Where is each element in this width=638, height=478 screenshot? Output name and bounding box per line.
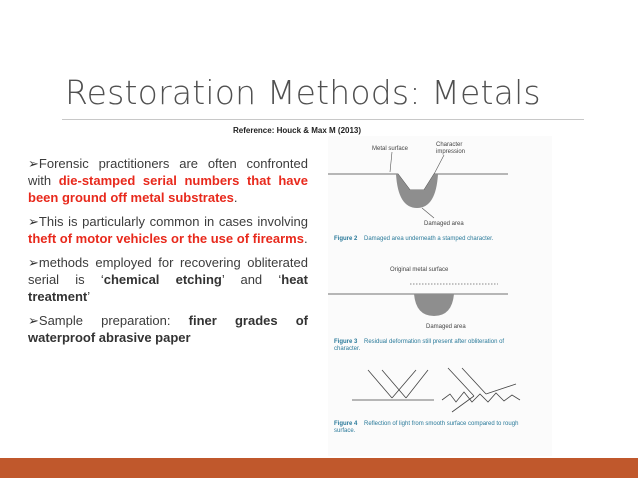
leader-line — [422, 208, 434, 218]
figure-illustrations — [328, 136, 552, 456]
stamped-surface-line — [328, 174, 508, 190]
light-ray — [452, 396, 474, 412]
light-ray — [392, 370, 416, 398]
figure-caption-number: Figure 2 — [334, 236, 358, 242]
bold-text: finer grades of waterproof abrasive paper — [28, 313, 309, 345]
arrow-bullet-icon: ➢ — [28, 214, 39, 229]
light-ray — [448, 368, 474, 396]
reference-note: Reference: Houck & Max M (2013) — [233, 126, 362, 135]
figure-2 — [328, 142, 508, 242]
bold-text: chemical etching — [103, 272, 222, 287]
light-ray — [406, 370, 428, 398]
figure-caption: character. — [334, 346, 361, 352]
label-original-surface: Original metal surface — [390, 267, 449, 273]
figure-caption: Residual deformation still present after obliteration of — [364, 339, 505, 345]
bullet-list — [28, 155, 308, 353]
bottom-accent-bar — [0, 458, 638, 478]
title-divider — [62, 119, 584, 120]
arrow-bullet-icon: ➢ — [28, 156, 39, 171]
label-character-impression: Character — [436, 142, 463, 148]
label-character-impression: impression — [436, 149, 466, 155]
label-damaged-area: Damaged area — [426, 324, 466, 330]
figure-caption-number: Figure 3 — [334, 339, 358, 345]
bullet-text: This is particularly common in cases involving — [38, 214, 308, 229]
arrow-bullet-icon: ➢ — [28, 255, 39, 270]
light-ray — [368, 370, 392, 398]
light-ray — [382, 370, 406, 398]
bullet-item — [28, 254, 308, 305]
figure-caption: Reflection of light from smooth surface compared to rough — [364, 421, 519, 427]
bold-text: heat treatment — [28, 272, 308, 304]
residual-deformation-shape — [414, 294, 454, 316]
label-damaged-area: Damaged area — [424, 221, 464, 227]
slide-title: Restoration Methods: Metals — [65, 73, 541, 112]
highlight-text: theft of motor vehicles or the use of firearms — [28, 231, 304, 246]
bullet-text: methods employed for recovering obliterated serial is ‘ — [28, 255, 308, 287]
figure-3 — [328, 267, 508, 352]
bullet-text: . — [303, 231, 308, 246]
arrow-bullet-icon: ➢ — [28, 313, 39, 328]
leader-line — [390, 152, 392, 172]
bullet-item — [28, 155, 308, 206]
light-ray — [462, 368, 486, 394]
bullet-text: Sample preparation: — [38, 313, 189, 328]
figure-caption: surface. — [334, 428, 356, 434]
bullet-item — [28, 213, 308, 247]
figure-4 — [334, 368, 520, 434]
highlight-text: die-stamped serial numbers that have been ground off metal substrates — [28, 173, 308, 205]
figure-panel — [328, 136, 552, 456]
bullet-item — [28, 312, 308, 346]
bullet-text: . — [233, 190, 238, 205]
light-ray — [486, 384, 516, 394]
bullet-text: Forensic practitioners are often confronted with — [28, 156, 308, 188]
rough-surface — [442, 392, 520, 402]
figure-caption-number: Figure 4 — [334, 421, 358, 427]
figure-caption: Damaged area underneath a stamped character. — [364, 236, 494, 242]
label-metal-surface: Metal surface — [372, 146, 409, 152]
bullet-text: ’ and ‘ — [221, 272, 282, 287]
bullet-text: ’ — [87, 289, 91, 304]
